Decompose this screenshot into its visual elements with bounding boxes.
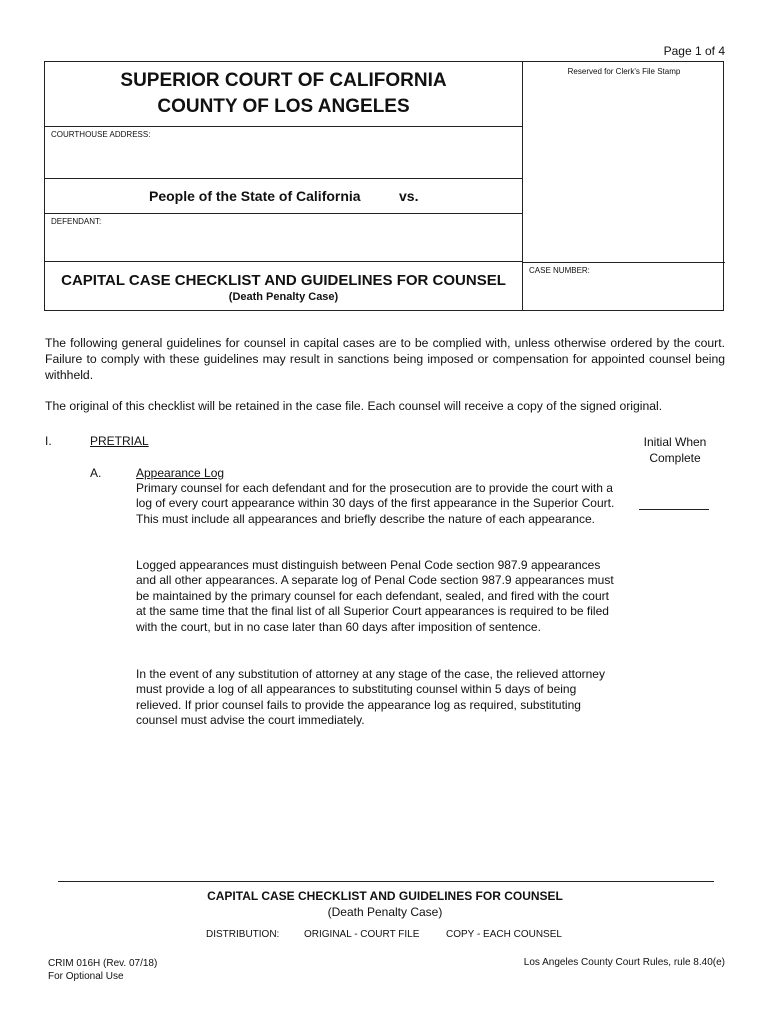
clerk-stamp-label: Reserved for Clerk's File Stamp [567, 67, 681, 76]
parties-row [45, 179, 522, 214]
section-title: PRETRIAL [90, 434, 149, 448]
form-title: CAPITAL CASE CHECKLIST AND GUIDELINES FOR COUNSEL [61, 272, 506, 289]
distribution-copy: COPY - EACH COUNSEL [446, 929, 562, 940]
caption-left-column [45, 62, 523, 310]
distribution-original: ORIGINAL - COURT FILE [304, 929, 420, 940]
subsection-title: Appearance Log [136, 466, 225, 480]
form-use: For Optional Use [48, 971, 124, 982]
form-id-block [48, 957, 157, 983]
courthouse-address-label: COURTHOUSE ADDRESS: [51, 130, 151, 139]
appearance-log-paragraph-1: Primary counsel for each defendant and for the prosecution are to provide the court with a log of every court appearance within 30 days of the first appearance in the Superior Court. This must include all appearances and briefly describe the nature of each appearance. [136, 481, 615, 526]
caption-box [44, 61, 724, 311]
form-subtitle: (Death Penalty Case) [228, 291, 339, 303]
court-name-line1: SUPERIOR COURT OF CALIFORNIA [120, 70, 447, 91]
form-id: CRIM 016H (Rev. 07/18) [48, 958, 158, 969]
rule-reference: Los Angeles County Court Rules, rule 8.40(e) [523, 957, 725, 968]
case-number-label: CASE NUMBER: [529, 266, 590, 275]
courthouse-address-field[interactable] [45, 127, 522, 179]
defendant-field[interactable] [45, 214, 522, 262]
court-name-line2: COUNTY OF LOS ANGELES [157, 96, 410, 117]
initial-header-line2: Complete [649, 451, 701, 465]
initial-signature-line[interactable] [639, 509, 709, 510]
appearance-log-paragraph-3: In the event of any substitution of attorney at any stage of the case, the relieved attorney must provide a log of all appearances to substituting counsel within 5 days of being relieved. If prior counsel fails to provide the appearance log as required, substituting counsel must advise the court immediately. [136, 667, 605, 728]
form-title-block [45, 262, 522, 312]
court-name-block [45, 62, 522, 127]
case-number-field[interactable] [523, 262, 725, 312]
footer-subtitle: (Death Penalty Case) [327, 905, 443, 919]
footer-title: CAPITAL CASE CHECKLIST AND GUIDELINES FOR COUNSEL [207, 889, 563, 903]
initial-column-header [630, 434, 720, 466]
intro-paragraph-1: The following general guidelines for counsel in capital cases are to be complied with, unless otherwise ordered by the court. Failure to comply with these guidelines may result in sanctions being imposed or compensation for appointed counsel being withheld. [45, 336, 725, 382]
versus-text: vs. [399, 188, 419, 204]
appearance-log-paragraph-2: Logged appearances must distinguish between Penal Code section 987.9 appearances and all other appearances. A separate log of Penal Code section 987.9 appearances must be maintained by the primary counsel for each defendant, sealed, and fired with the court at the same time that the final list of all Superior Court appearances is required to be filed with the court, but in no case later than 60 days after imposition of sentence. [136, 558, 614, 634]
distribution-label: DISTRIBUTION: [206, 929, 280, 940]
defendant-label: DEFENDANT: [51, 217, 102, 226]
intro-paragraph-2: The original of this checklist will be retained in the case file. Each counsel will receive a copy of the signed original. [45, 399, 663, 413]
initial-header-line1: Initial When [643, 435, 707, 449]
plaintiff-text: People of the State of California [149, 188, 361, 204]
subsection-letter: A. [90, 466, 102, 480]
footer-divider [58, 881, 714, 882]
section-number: I. [45, 434, 52, 448]
page-number: Page 1 of 4 [663, 44, 725, 58]
